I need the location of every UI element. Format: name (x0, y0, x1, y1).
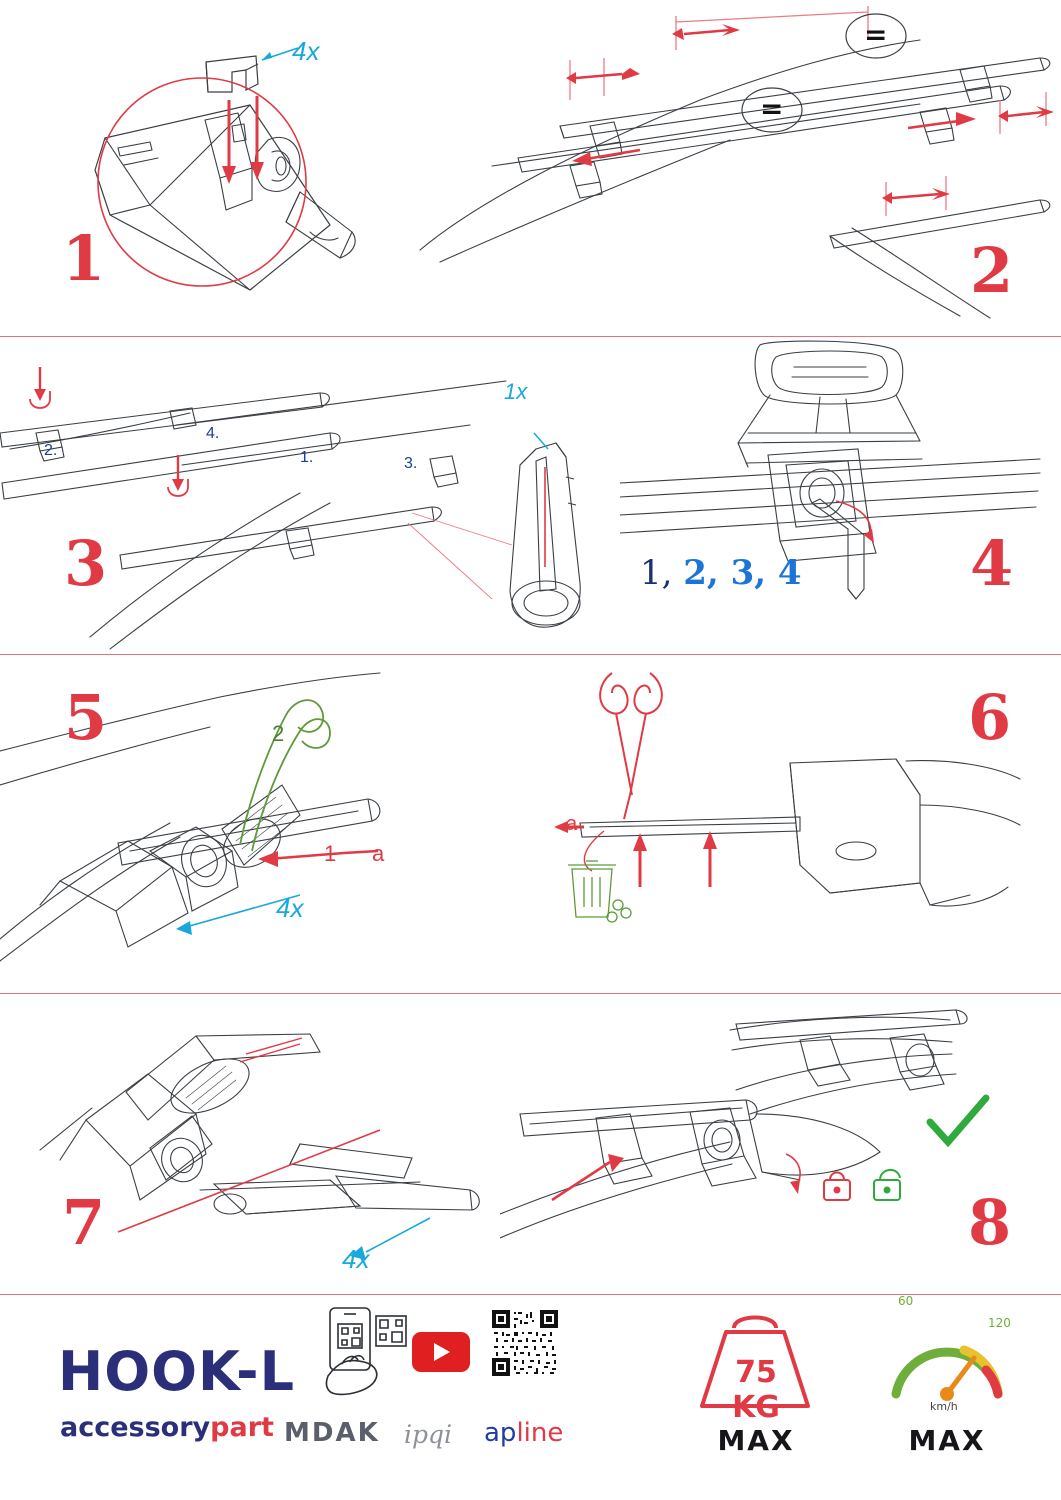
partner-mdak: MDAK (284, 1418, 380, 1448)
step-4-panel (620, 337, 1061, 654)
brand-subtitle (60, 1412, 274, 1443)
step-5-step-1-label: 1 (324, 841, 337, 866)
weight-value: 75 KG (732, 1355, 780, 1425)
youtube-icon[interactable] (412, 1332, 470, 1372)
step-5-number: 5 (64, 681, 109, 754)
product-title: HOOK-L (58, 1340, 295, 1403)
step-7-quantity-label: 4x (342, 1244, 370, 1274)
step-2-panel (400, 0, 1061, 336)
step-5-step-2-label: 2 (272, 721, 285, 746)
step-3-order-4: 4. (206, 425, 220, 442)
partner-apline (484, 1418, 563, 1448)
step-2-equal-badge-top: = (864, 18, 888, 51)
weight-max-label: MAX (717, 1424, 795, 1457)
speed-tick-low: 60 (898, 1294, 914, 1308)
phone-qr-icon (320, 1306, 412, 1402)
step-8-number: 8 (968, 1186, 1013, 1259)
step-3-order-1: 1. (300, 449, 314, 466)
step-7-panel (0, 994, 500, 1294)
step-5-quantity-label: 4x (276, 893, 304, 923)
step-8-panel (500, 994, 1061, 1294)
step-3-quantity-label: 1x (504, 379, 528, 404)
step-1-illustration (0, 0, 400, 336)
step-5-panel (0, 655, 500, 993)
apline-line: line (516, 1418, 564, 1448)
step-1-number: 1 (62, 222, 107, 295)
step-2-equal-badge-mid: = (760, 92, 784, 125)
step-4-sequence-rest: 2, 3, 4 (683, 553, 802, 593)
step-3-number: 3 (64, 527, 109, 600)
step-4-sequence (640, 553, 802, 593)
step-1-panel (0, 0, 400, 336)
step-5-label-a: a (372, 841, 385, 866)
qr-code-icon[interactable] (492, 1310, 558, 1376)
step-3-panel (0, 337, 620, 654)
step-4-number: 4 (970, 527, 1015, 600)
step-6-label-a: a (566, 813, 578, 835)
step-6-panel (500, 655, 1061, 993)
step-7-number: 7 (62, 1186, 107, 1259)
step-3-order-3: 3. (404, 455, 418, 472)
step-6-number: 6 (968, 681, 1013, 754)
speed-max-label: MAX (908, 1424, 986, 1457)
step-3-order-2: 2. (44, 442, 58, 459)
step-2-number: 2 (970, 234, 1015, 307)
step-2-illustration (400, 0, 1061, 336)
speed-tick-high: 120 (988, 1316, 1011, 1330)
brand-accessory: accessory (60, 1412, 211, 1443)
brand-part: part (210, 1412, 274, 1443)
step-4-sequence-first: 1, (640, 553, 673, 593)
step-4-illustration (620, 337, 1061, 654)
step-1-quantity-label: 4x (292, 36, 320, 66)
partner-ipqi: ipqi (404, 1420, 452, 1449)
speed-unit-label: km/h (930, 1400, 958, 1413)
apline-ap: ap (484, 1418, 517, 1448)
